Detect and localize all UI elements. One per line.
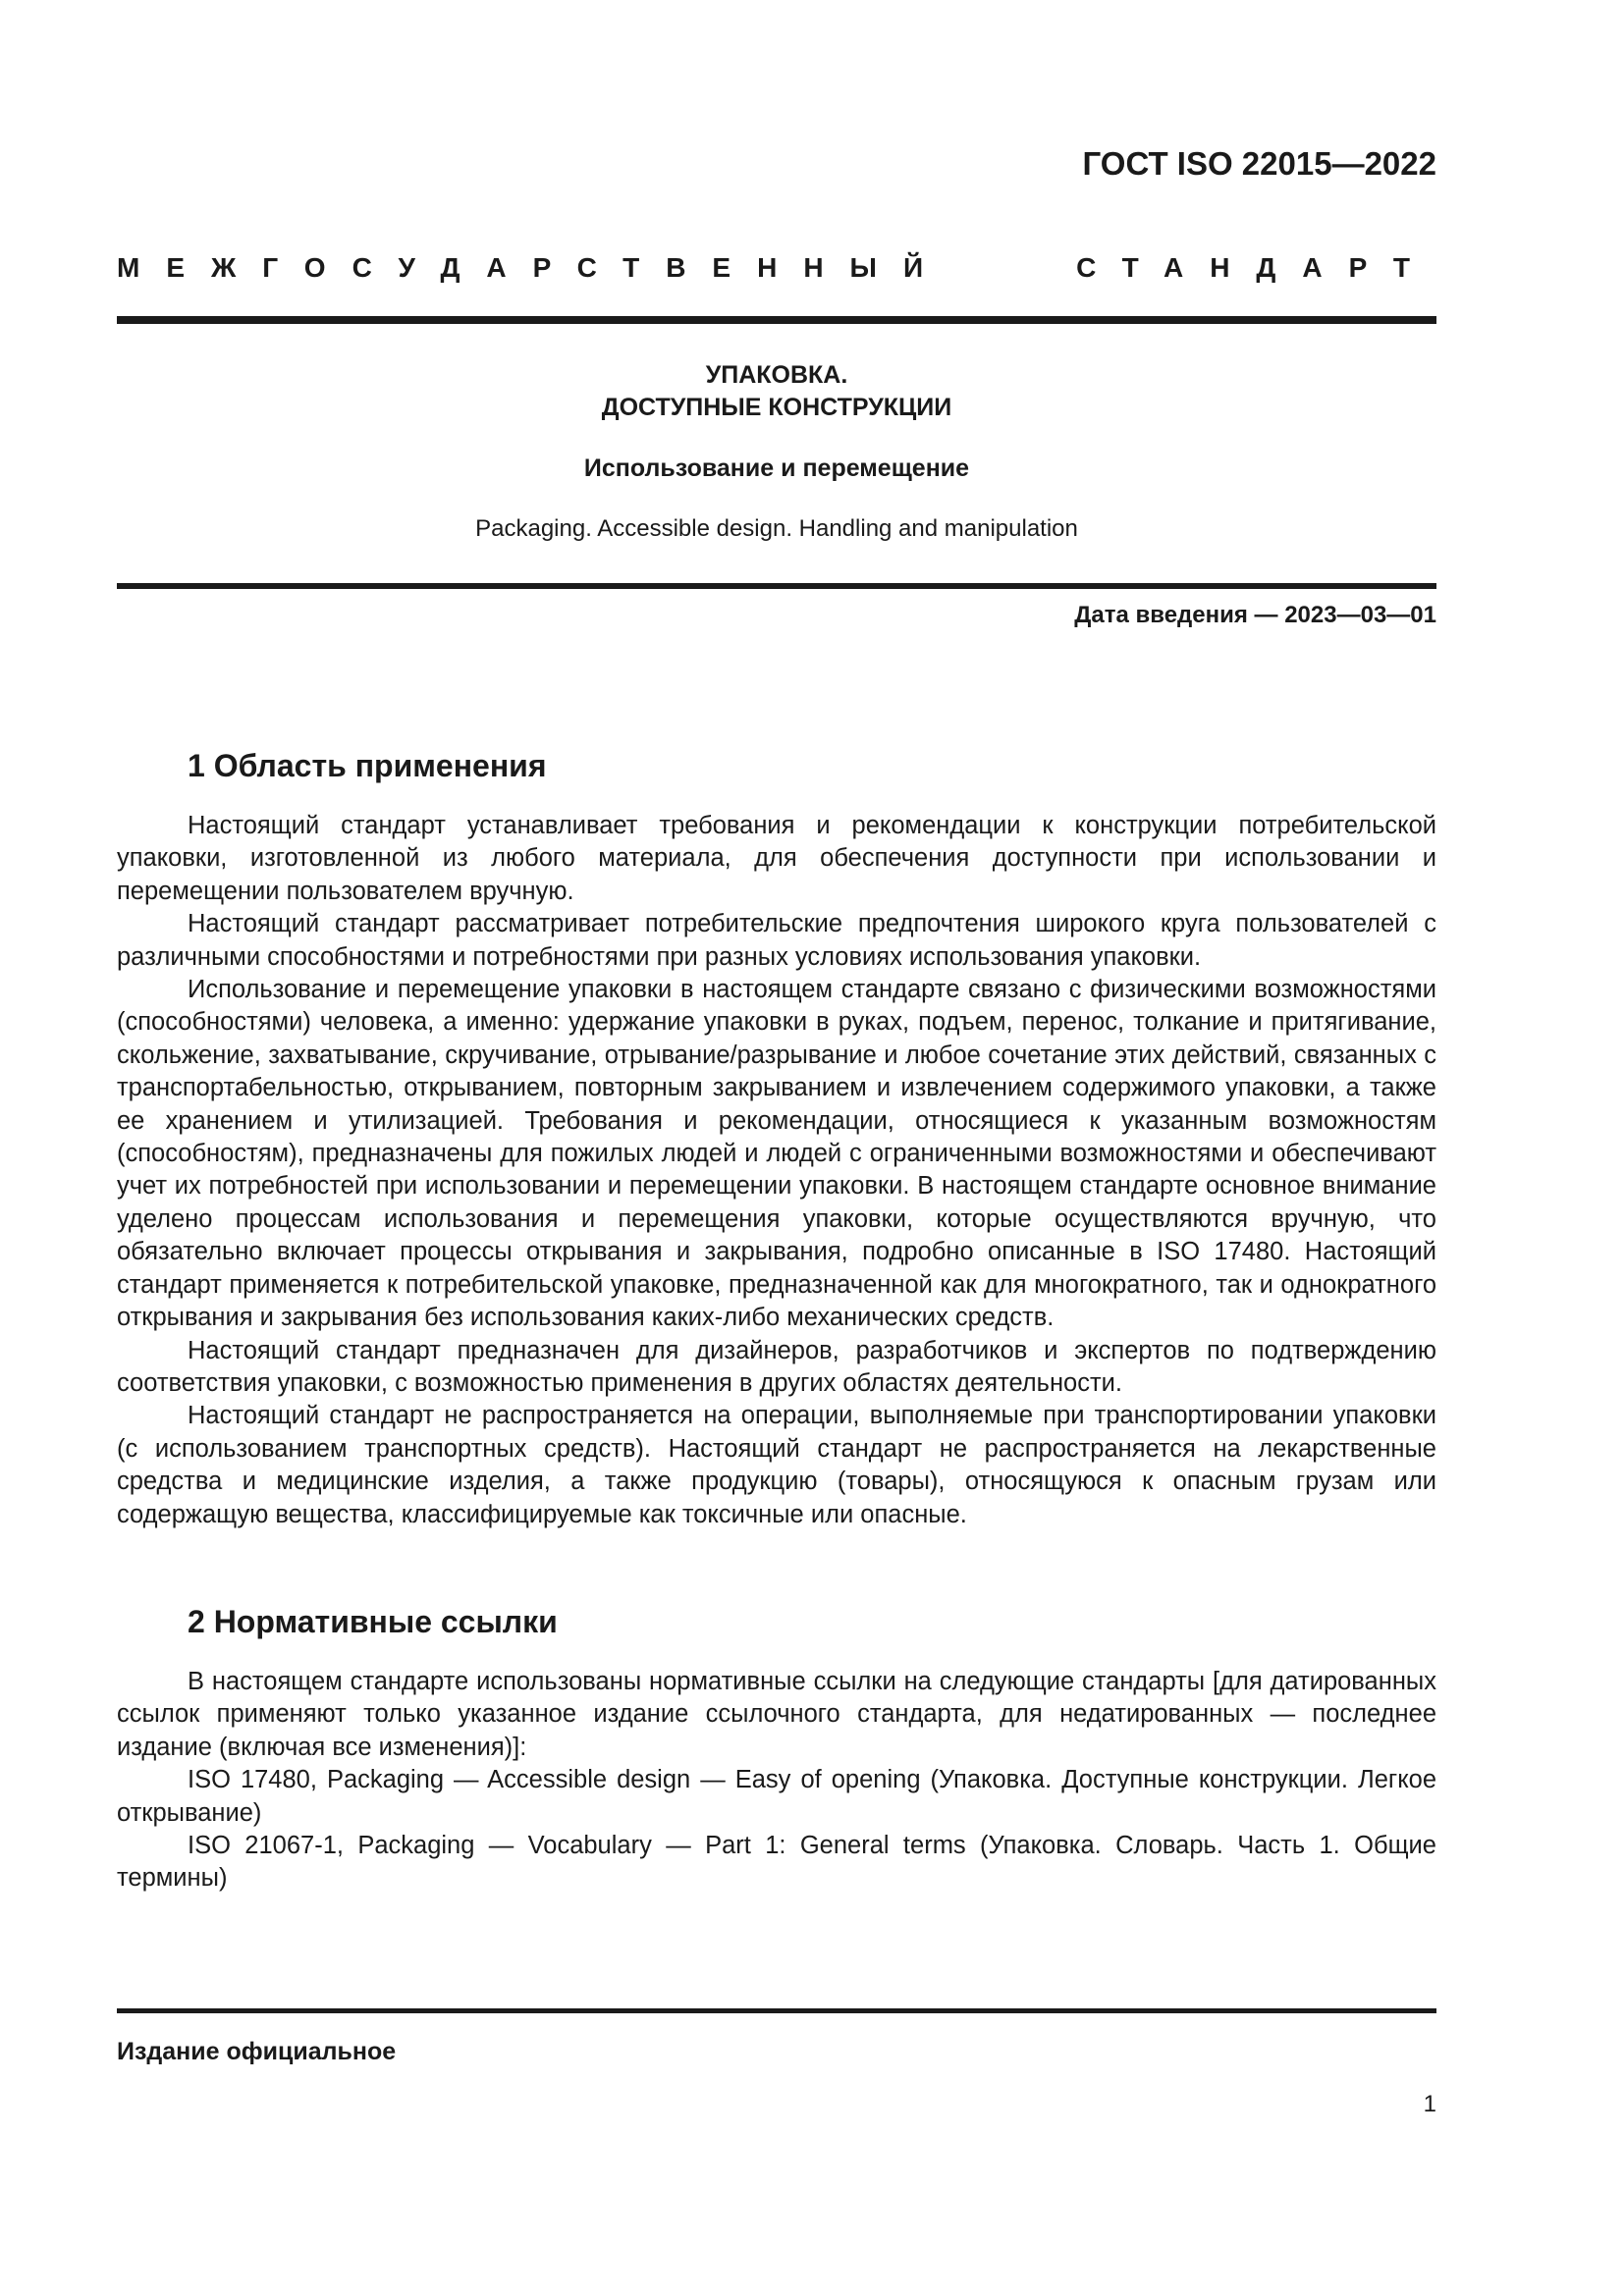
section-1-paragraph: Настоящий стандарт не распространяется на операции, выполняемые при транспортировании упаковки (с использованием транспортных средств). Настоящий стандарт не распространяется на лекарственные средства и медицинские изделия, а также продукцию (товары), относящуюся к опасным грузам или содержащую вещества, классифицируемые как токсичные или опасные. — [117, 1402, 1436, 1528]
document-page — [117, 0, 1436, 2296]
title-line-1: УПАКОВКА. — [705, 361, 848, 389]
section-1-paragraph: Использование и перемещение упаковки в настоящем стандарте связано с физическими возможностями (способностями) человека, а именно: удержание упаковки в руках, подъем, перенос, толкание и притягивание, скольжение, захватывание, скручивание, отрывание/разрывание и любое сочетание этих действий, связанных с транспортабельностью, открыванием, повторным закрыванием и извлечением содержимого упаковки, а также ее хранением и утилизацией. Требования и рекомендации, относящиеся к указанным возможностям (способностям), предназначены для пожилых людей и людей с ограниченными возможностями и обеспечивают учет их потребностей при использовании и перемещении упаковки. В настоящем стандарте основное внимание уделено процессам использования и перемещения упаковки, которые осуществляются вручную, что обязательно включает процессы открывания и закрывания, подробно описанные в ISO 17480. Настоящий стандарт применяется к потребительской упаковке, предназначенной как для многократного, так и однократного открывания и закрывания без использования каких-либо механических средств. — [117, 976, 1436, 1332]
section-1-paragraph: Настоящий стандарт устанавливает требования и рекомендации к конструкции потребительской упаковки, изготовленной из любого материала, для обеспечения доступности при использовании и перемещении пользователем вручную. — [117, 812, 1436, 905]
document-title — [117, 359, 1436, 424]
page-number: 1 — [1423, 2091, 1436, 2117]
section-2-paragraph: В настоящем стандарте использованы нормативные ссылки на следующие стандарты [для датированных ссылок применяют только указанное издание ссылочного стандарта, для недатированных — последнее издание (включая все изменения)]: — [117, 1668, 1436, 1761]
normative-reference: ISO 21067-1, Packaging — Vocabulary — Part 1: General terms (Упаковка. Словарь. Часть 1. Общие термины) — [117, 1832, 1436, 1893]
section-1-body — [117, 810, 1436, 1531]
section-1-paragraph: Настоящий стандарт рассматривает потребительские предпочтения широкого круга пользователей с различными способностями и потребностями при разных условиях использования упаковки. — [117, 910, 1436, 971]
document-type-heading — [117, 252, 1436, 284]
header-divider — [117, 316, 1436, 324]
section-2-body — [117, 1666, 1436, 1896]
english-title: Packaging. Accessible design. Handling and manipulation — [475, 515, 1078, 542]
document-type-word-2: СТАНДАРТ — [1076, 252, 1436, 283]
section-1-paragraph: Настоящий стандарт предназначен для дизайнеров, разработчиков и экспертов по подтверждению соответствия упаковки, с возможностью применения в других областях деятельности. — [117, 1336, 1436, 1397]
footer-divider — [117, 2008, 1436, 2013]
section-2-heading: 2 Нормативные ссылки — [188, 1604, 558, 1639]
normative-reference: ISO 17480, Packaging — Accessible design — Easy of opening (Упаковка. Доступные конструкции. Легкое открывание) — [117, 1766, 1436, 1827]
effective-date: Дата введения — 2023—03—01 — [1074, 602, 1436, 628]
document-code: ГОСТ ISO 22015—2022 — [1082, 145, 1436, 182]
official-edition-label: Издание официальное — [117, 2038, 397, 2065]
document-type-word-1: МЕЖГОСУДАРСТВЕННЫЙ — [117, 252, 950, 283]
title-divider — [117, 583, 1436, 589]
title-line-2: ДОСТУПНЫЕ КОНСТРУКЦИИ — [601, 394, 952, 421]
document-subtitle: Использование и перемещение — [583, 454, 970, 482]
section-1-heading: 1 Область применения — [188, 748, 547, 783]
